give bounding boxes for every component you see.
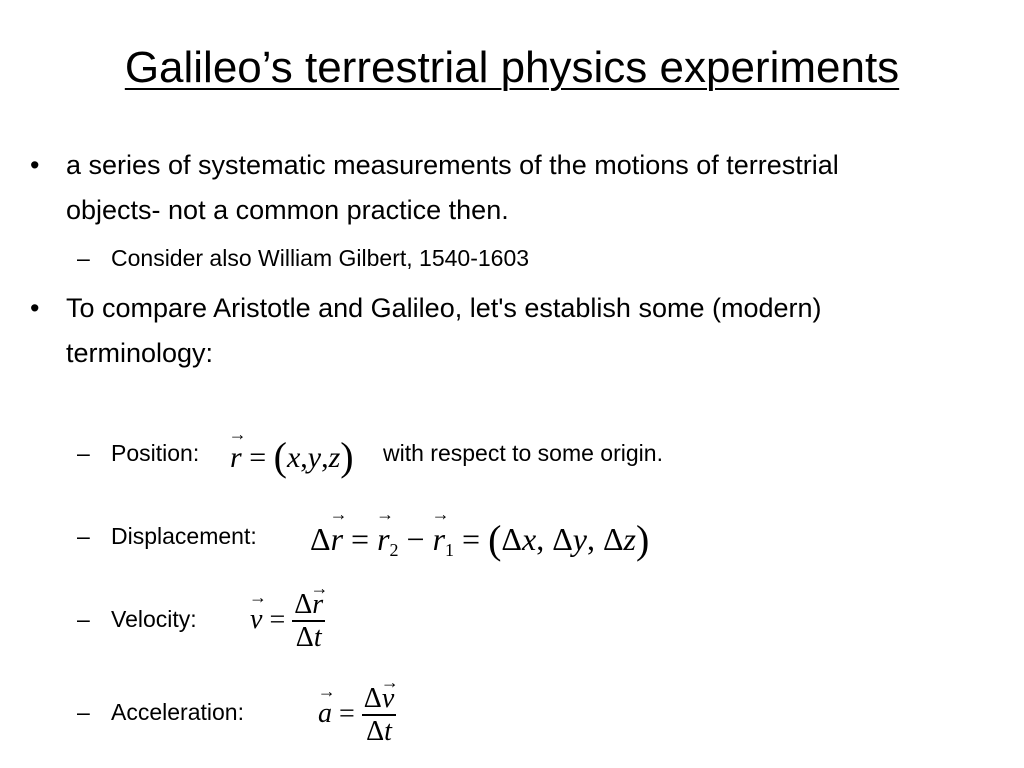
velocity-formula: → v = $\frac{\Delta\to r}{\Delta t}$ [250, 590, 325, 654]
displacement-label: Displacement: [111, 523, 257, 549]
velocity-label: Velocity: [111, 606, 197, 632]
bullet-2-text: To compare Aristotle and Galileo, let's establish some (modern) terminology: [66, 293, 822, 368]
sub-bullet-text: Consider also William Gilbert, 1540-1603 [111, 245, 530, 271]
position-label: Position: [111, 440, 200, 466]
bullet-marker: • [30, 150, 40, 180]
dash-marker: – [77, 699, 90, 725]
acceleration-label: Acceleration: [111, 699, 244, 725]
bullet-marker: • [30, 293, 40, 323]
slide-title: Galileo’s terrestrial physics experiments [124, 43, 900, 92]
bullet-2 [30, 286, 926, 376]
displacement-formula: Δ→ r = → $r_2$ − → $r_1 = (\Delta x$, Δy, Δz) [310, 516, 649, 563]
dash-marker: – [77, 523, 90, 549]
term-acceleration [77, 696, 244, 728]
dash-marker: – [77, 440, 90, 466]
bullet-1-text: a series of systematic measurements of the motions of terrestrial objects- not a common practice then. [66, 150, 839, 225]
position-formula: → r = (x,y,z) [230, 433, 354, 480]
dash-marker: – [77, 606, 90, 632]
position-note: with respect to some origin. [383, 440, 663, 466]
acceleration-formula: → a = $\frac{\Delta\to v}{\Delta t}$ [318, 684, 396, 748]
sub-bullet-gilbert [77, 242, 530, 274]
term-displacement [77, 520, 257, 552]
term-position [77, 437, 200, 469]
term-velocity [77, 603, 197, 635]
dash-marker: – [77, 245, 90, 271]
bullet-1 [30, 143, 926, 233]
